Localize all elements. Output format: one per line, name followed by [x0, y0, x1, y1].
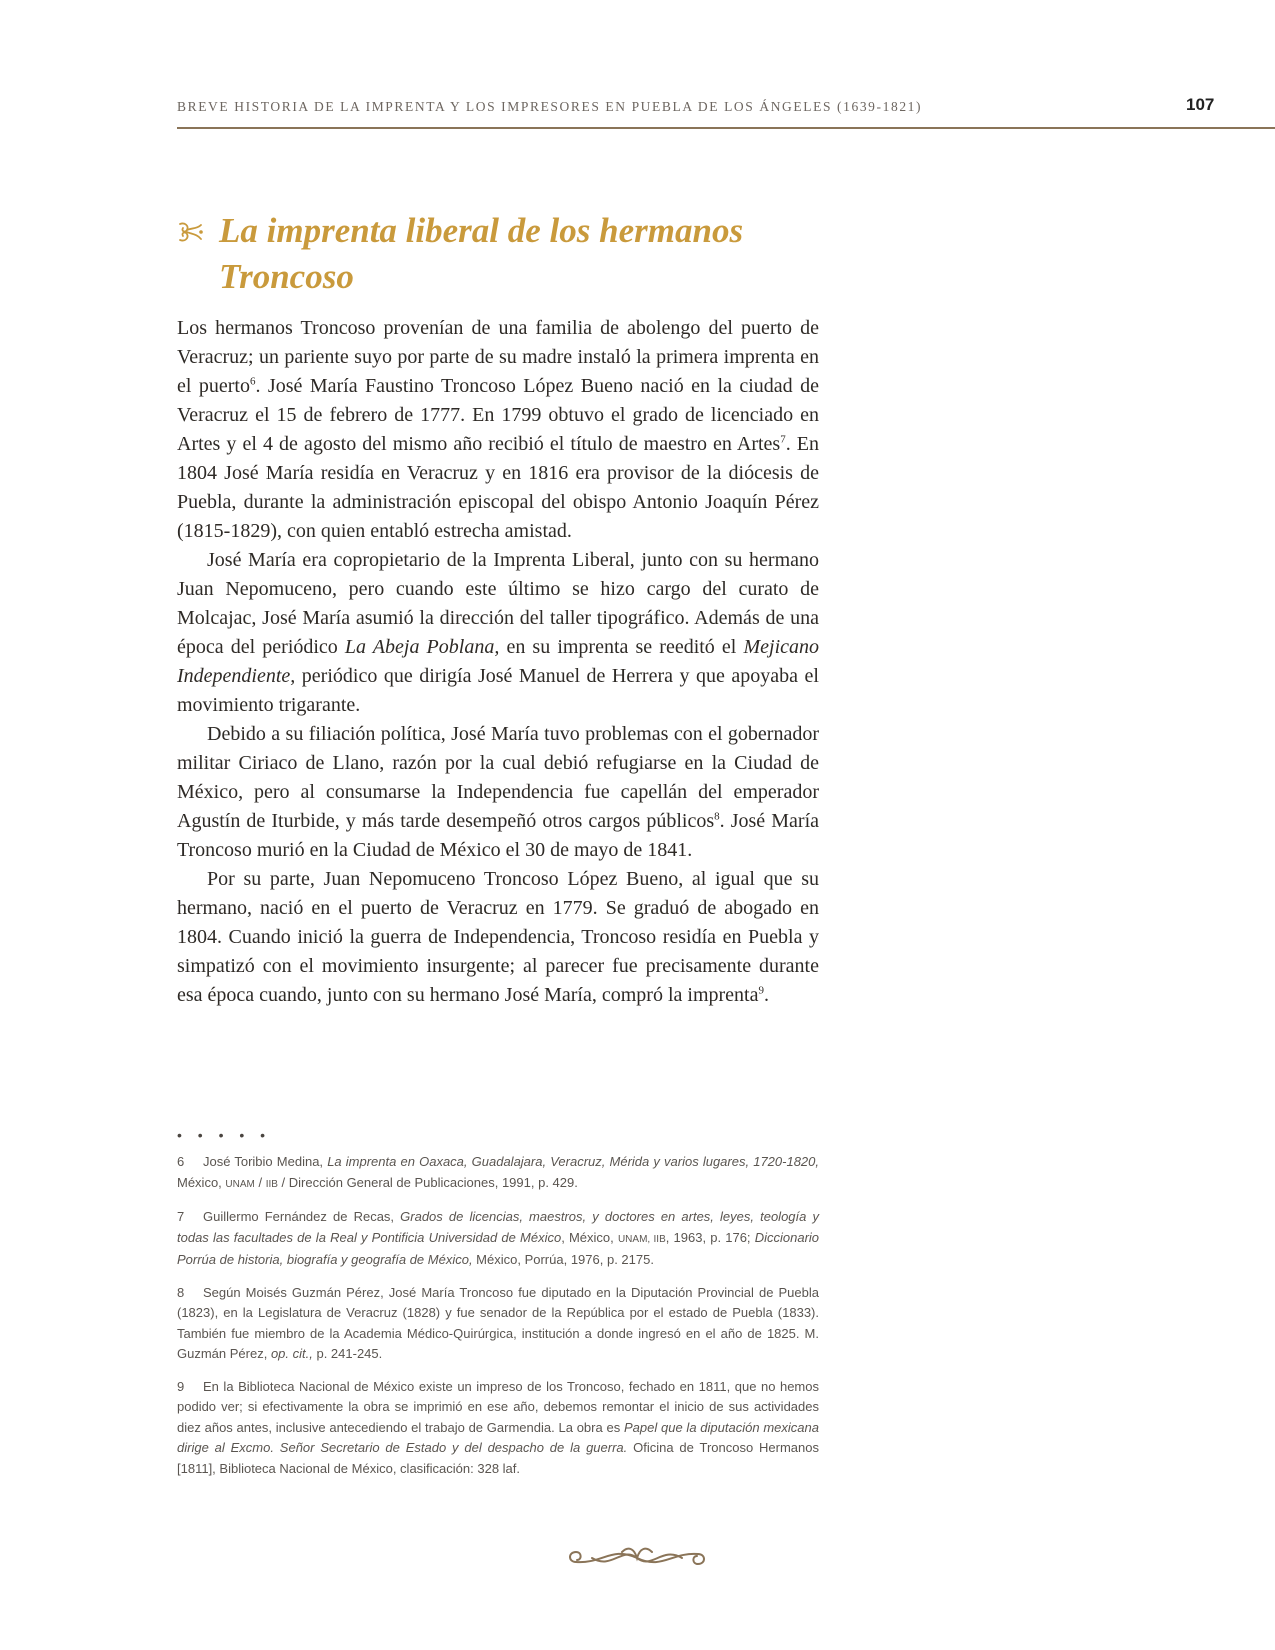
p3-text-a: Debido a su filiación política, José María tuvo problemas con el gobernador militar Ciriaco de Llano, razón por la cual debió refugiarse en la Ciudad de México, pero al consumarse la Independencia fue capellán del emperador Agustín de Iturbide, y más tarde desempeñó otros cargos públicos [177, 723, 819, 832]
fn7-text-c: , 1963, p. 176; [665, 1229, 755, 1245]
footnote-ref-7[interactable]: 7 [780, 433, 786, 446]
footnote-6 [177, 1152, 819, 1195]
footnote-7 [177, 1207, 819, 1271]
fn6-italic: La imprenta en Oaxaca, Guadalajara, Veracruz, Mérida y varios lugares, 1720-1820, [327, 1154, 820, 1169]
p4-text-a: Por su parte, Juan Nepomuceno Troncoso López Bueno, al igual que su hermano, nació en el puerto de Veracruz en 1779. Se graduó de abogado en 1804. Cuando inició la guerra de Independencia, Troncoso residía en Puebla y simpatizó con el movimiento insurgente; al parecer fue precisamente durante esa época cuando, junto con su hermano José María, compró la imprenta [177, 868, 819, 1006]
section-title [177, 208, 827, 300]
footnote-ref-8[interactable]: 8 [714, 810, 720, 823]
fn9-italic: Papel que la diputación mexicana dirige al Excmo. Señor Secretario de Estado y del despacho de la guerra. [177, 1419, 819, 1455]
body-text [177, 314, 819, 1010]
p2-text-a: José María era copropietario de la Imprenta Liberal, junto con su hermano Juan Nepomuceno, pero cuando este último se hizo cargo del curato de Molcajac, José María asumió la dirección del taller tipográfico. Además de una época del periódico [177, 549, 819, 658]
fn6-smallcaps-1: UNAM [225, 1178, 255, 1190]
p1-text-b: . José María Faustino Troncoso López Bueno nació en la ciudad de Veracruz el 15 de febrero de 1777. En 1799 obtuvo el grado de licenciado en Artes y el 4 de agosto del mismo año recibió el título de maestro en Artes [177, 375, 820, 455]
fn6-smallcaps-2: IIB [265, 1178, 278, 1190]
running-head: BREVE HISTORIA DE LA IMPRENTA Y LOS IMPRESORES EN PUEBLA DE LOS ÁNGELES (1639-1821) [177, 99, 923, 114]
fn9-text-a: En la Biblioteca Nacional de México existe un impreso de los Troncoso, fechado en 1811, que no hemos podido ver; si efectivamente la obra se imprimió en ese año, debemos remontar el inicio de sus actividades diez años antes, inclusive antecediendo el trabajo de Garmendia. La obra es [177, 1378, 819, 1435]
p2-italic-mejicano: Mejicano Independiente, [177, 636, 819, 687]
paragraph-3 [177, 720, 819, 865]
footnote-separator: • • • • • [177, 1127, 272, 1143]
paragraph-4 [177, 865, 819, 1010]
page-number: 107 [1186, 95, 1215, 114]
fn8-text-b: p. 241-245. [312, 1346, 383, 1361]
fn6-text-c: / [254, 1174, 266, 1190]
fn7-italic-1: Grados de licencias, maestros, y doctores en artes, leyes, teología y todas las facultades de la Real y Pontificia Universidad de México [177, 1209, 819, 1245]
paragraph-1 [177, 314, 819, 546]
fn9-text-b: Oficina de Troncoso Hermanos [1811], Biblioteca Nacional de México, clasificación: 328 laf. [177, 1440, 820, 1476]
fn7-text-a: Guillermo Fernández de Recas, [203, 1209, 401, 1224]
fn7-smallcaps: UNAM, IIB [617, 1233, 666, 1245]
footnotes [177, 1152, 819, 1491]
footnote-number: 9 [177, 1378, 185, 1394]
p2-text-c: periódico que dirigía José Manuel de Herrera y que apoyaba el movimiento trigarante. [177, 665, 819, 716]
fn8-italic: op. cit., [270, 1346, 313, 1361]
p1-text-a: Los hermanos Troncoso provenían de una familia de abolengo del puerto de Veracruz; un pariente suyo por parte de su madre instaló la primera imprenta en el puerto [177, 317, 819, 397]
flourish-icon [562, 1540, 712, 1576]
p2-text-b: en su imprenta se reeditó el [499, 636, 744, 658]
footnote-number: 8 [177, 1284, 185, 1300]
footnote-ref-9[interactable]: 9 [758, 984, 764, 997]
section-title-line2: Troncoso [219, 257, 354, 296]
p3-text-b: . José María Troncoso murió en la Ciudad de México el 30 de mayo de 1841. [177, 810, 820, 861]
footnote-number: 6 [177, 1154, 185, 1169]
p2-italic-abeja: La Abeja Poblana, [344, 636, 500, 658]
p4-text-b: . [763, 984, 769, 1006]
fn7-text-d: México, Porrúa, 1976, p. 2175. [472, 1252, 654, 1267]
footnote-9 [177, 1377, 819, 1480]
footnote-ref-6[interactable]: 6 [249, 375, 256, 388]
p1-text-c: . En 1804 José María residía en Veracruz y en 1816 era provisor de la diócesis de Puebla, durante la administración episcopal del obispo Antonio Joaquín Pérez (1815-1829), con quien entabló estrecha amistad. [177, 433, 819, 542]
section-title-block [177, 208, 827, 300]
footnote-number: 7 [177, 1209, 185, 1224]
fn6-text-b: México, [177, 1174, 226, 1190]
fleuron-icon [177, 220, 205, 244]
fn7-italic-2: Diccionario Porrúa de historia, biografía y geografía de México, [177, 1229, 820, 1267]
section-title-line1: La imprenta liberal de los hermanos [219, 211, 744, 250]
header-rule [177, 127, 1275, 129]
fn6-text-a: José Toribio Medina, [203, 1154, 328, 1169]
footnote-8 [177, 1283, 819, 1365]
paragraph-2 [177, 546, 819, 720]
fn8-text-a: Según Moisés Guzmán Pérez, José María Troncoso fue diputado en la Diputación Provincial de Puebla (1823), en la Legislatura de Veracruz (1828) y fue senador de la República por el estado de Puebla (1833). También fue miembro de la Academia Médico-Quirúrgica, institución a donde ingresó en el año de 1825. M. Guzmán Pérez, [177, 1284, 819, 1361]
fn7-text-b: , México, [561, 1229, 618, 1245]
fn6-text-d: / Dirección General de Publicaciones, 1991, p. 429. [277, 1174, 578, 1190]
